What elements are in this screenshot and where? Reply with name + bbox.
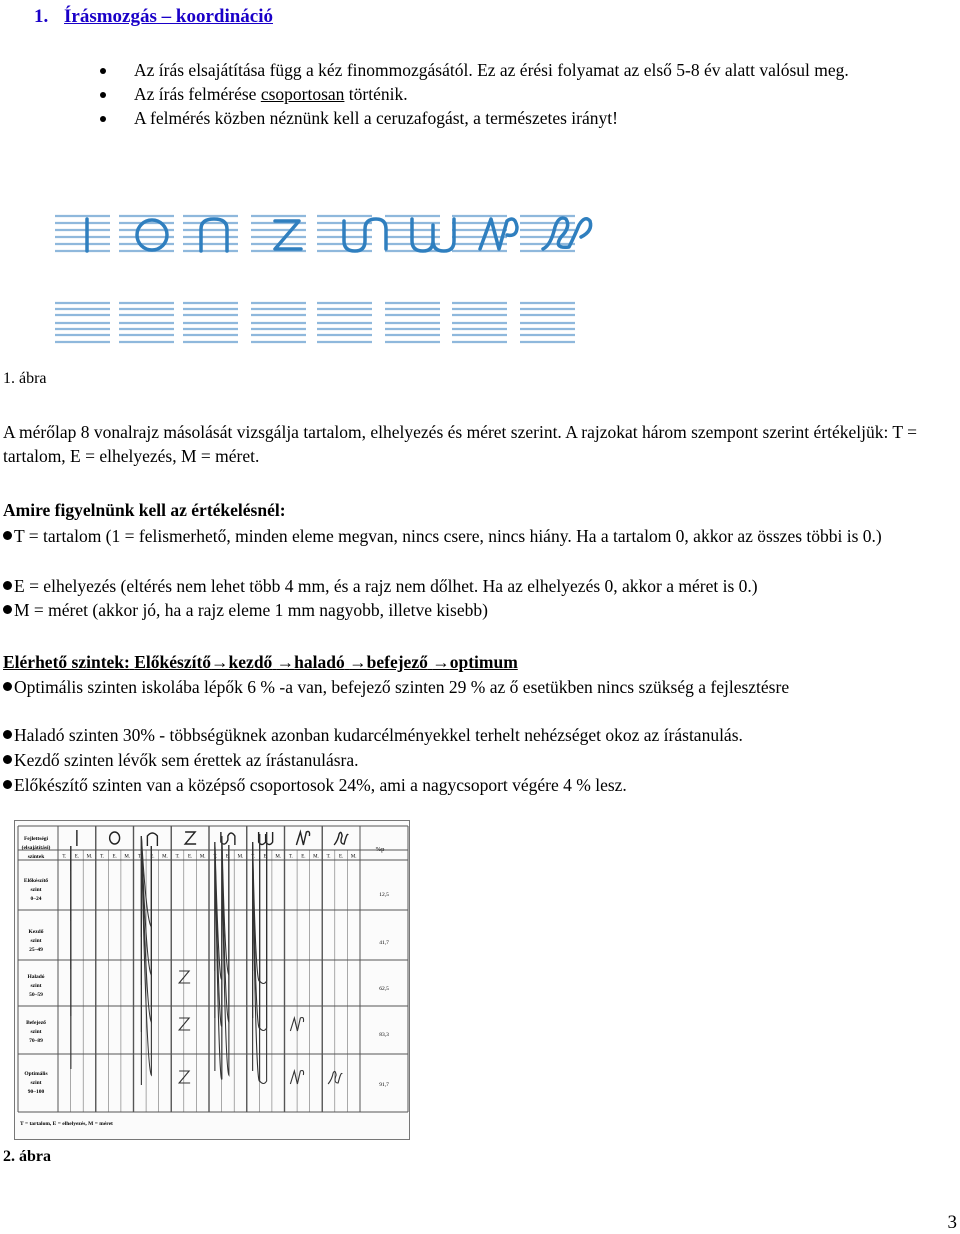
row-label: Előkészítő: [23, 878, 49, 884]
bullet-dot: [3, 730, 12, 739]
tem-label: T.: [62, 854, 67, 860]
row-label: Haladó: [27, 974, 45, 980]
tem-label: E.: [150, 854, 155, 860]
level-4: befejező: [366, 652, 428, 672]
percent-value: 83,3: [379, 1032, 389, 1038]
description-paragraph: A mérőlap 8 vonalrajz másolását vizsgálja tartalom, elhelyezés és méret szerint. A rajzokat három szempont szerint értékeljük: T = tartalom, E = elhelyezés, M = méret.: [3, 422, 918, 466]
section-heading: [34, 6, 273, 28]
figure-2-evaluation-table: [14, 820, 410, 1140]
figure-1-worksheet: [55, 205, 600, 353]
tem-label: T.: [175, 854, 180, 860]
table-legend: T = tartalom, E = elhelyezés, M = méret: [20, 1121, 113, 1127]
tem-label: M.: [275, 854, 282, 860]
levels-line: [3, 650, 518, 674]
page-number: 3: [947, 1212, 957, 1233]
level-2: kezdő: [228, 652, 273, 672]
tem-label: E.: [74, 854, 80, 860]
percent-value: 41,7: [379, 940, 389, 946]
tem-label: M.: [350, 854, 357, 860]
row-label: 70–89: [29, 1038, 43, 1044]
percent-value: 91,7: [379, 1082, 389, 1088]
criteria-m: M = méret (akkor jó, ha a rajz eleme 1 mm nagyobb, illetve kisebb): [3, 598, 948, 622]
figure-1-caption: 1. ábra: [3, 370, 47, 387]
percent-value: 12,5: [379, 892, 389, 898]
level-note-preparatory: Előkészítő szinten van a középső csoportosok 24%, ami a nagycsoport végére 4 % lesz.: [3, 773, 948, 797]
row-label: szint: [30, 938, 42, 944]
row-label: szint: [30, 1080, 42, 1086]
table-header-line: Fejlettségi: [23, 836, 49, 842]
row-label: szint: [30, 983, 42, 989]
tem-label: T.: [288, 854, 293, 860]
criteria-e: E = elhelyezés (eltérés nem lehet több 4 mm, és a rajz nem dőlhet. Ha az elhelyezés 0, akkor a méret is 0.): [3, 574, 948, 598]
percent-value: 62,5: [379, 986, 389, 992]
tem-label: M.: [162, 854, 168, 860]
bullet-item: Az írás felmérése csoportosan történik.: [100, 82, 920, 106]
level-3: haladó: [294, 652, 345, 672]
row-label: 90–100: [27, 1089, 45, 1095]
criteria-t: T = tartalom (1 = felismerhető, minden eleme megvan, nincs csere, nincs hiány. Ha a tartalom 0, akkor az összes többi is 0.): [3, 524, 948, 548]
bullet-dot: [3, 581, 12, 590]
level-note-beginner: Kezdő szinten lévők sem érettek az írástanulásra.: [3, 748, 948, 772]
bullet-dot: [3, 755, 12, 764]
row-label: 50–59: [29, 992, 43, 998]
bullet-dot: [3, 682, 12, 691]
table-header-line: (elsajátítási): [21, 845, 51, 851]
row-label: 25–49: [29, 947, 43, 953]
bullet-dot: [100, 68, 106, 74]
tem-label: M.: [199, 854, 206, 860]
section-title: Írásmozgás – koordináció: [64, 6, 273, 27]
tem-label: T.: [213, 854, 218, 860]
level-note-optimal: Optimális szinten iskolába lépők 6 % -a van, befejező szinten 29 % az ő esetükben nincs szükség a fejlesztésre: [3, 675, 948, 699]
figure-2-caption: 2. ábra: [3, 1148, 51, 1165]
arrow: →: [432, 652, 450, 672]
tem-label: E.: [112, 854, 117, 860]
tem-label: E.: [301, 854, 306, 860]
tem-label: T.: [326, 854, 331, 860]
circle-figure: [137, 220, 167, 250]
row-label: Optimális: [24, 1071, 48, 1077]
table-frame: [15, 821, 410, 1140]
bullet-dot: [3, 605, 12, 614]
section-number: 1.: [34, 6, 49, 27]
tem-label: M.: [237, 854, 244, 860]
tem-label: T.: [251, 854, 256, 860]
table-header-line: szintek: [27, 854, 45, 860]
row-label: Kezdő: [28, 929, 44, 935]
bullet-item: Az írás elsajátítása függ a kéz finommozgásától. Ez az érési folyamat az első 5-8 év alatt valósul meg.: [100, 58, 920, 82]
tem-label: E.: [225, 854, 231, 860]
tem-label: M.: [124, 854, 131, 860]
emphasized-word: csoportosan: [260, 84, 345, 104]
tem-label: E.: [263, 854, 268, 860]
row-label: 0–24: [30, 896, 42, 902]
bullet-item: A felmérés közben néznünk kell a ceruzafogást, a természetes irányt!: [100, 106, 920, 130]
arrow: →: [349, 652, 367, 672]
percent-header: %p: [375, 846, 385, 853]
levels-label: Elérhető szintek:: [3, 652, 130, 672]
level-1: Előkészítő: [134, 652, 212, 672]
bullet-dot: [100, 92, 106, 98]
level-5: optimum: [449, 652, 518, 672]
tem-label: M.: [86, 854, 93, 860]
level-note-advanced: Haladó szinten 30% - többségüknek azonban kudarcélményekkel terhelt nehézséget okoz az írástanulás.: [3, 723, 948, 747]
row-label: szint: [30, 1029, 42, 1035]
bullet-dot: [3, 531, 12, 540]
intro-bullet-list: [100, 58, 920, 130]
tem-label: E.: [338, 854, 344, 860]
arrow: →: [211, 652, 229, 672]
tem-label: T.: [100, 854, 105, 860]
row-label: Befejező: [26, 1020, 46, 1026]
tem-label: M.: [313, 854, 319, 860]
arrow: →: [276, 652, 295, 672]
tem-label: T.: [137, 854, 142, 860]
criteria-title: Amire figyelnünk kell az értékelésnél:: [3, 500, 286, 520]
tem-label: E.: [187, 854, 193, 860]
bullet-dot: [100, 116, 106, 122]
bullet-dot: [3, 780, 12, 789]
row-label: szint: [30, 887, 42, 893]
